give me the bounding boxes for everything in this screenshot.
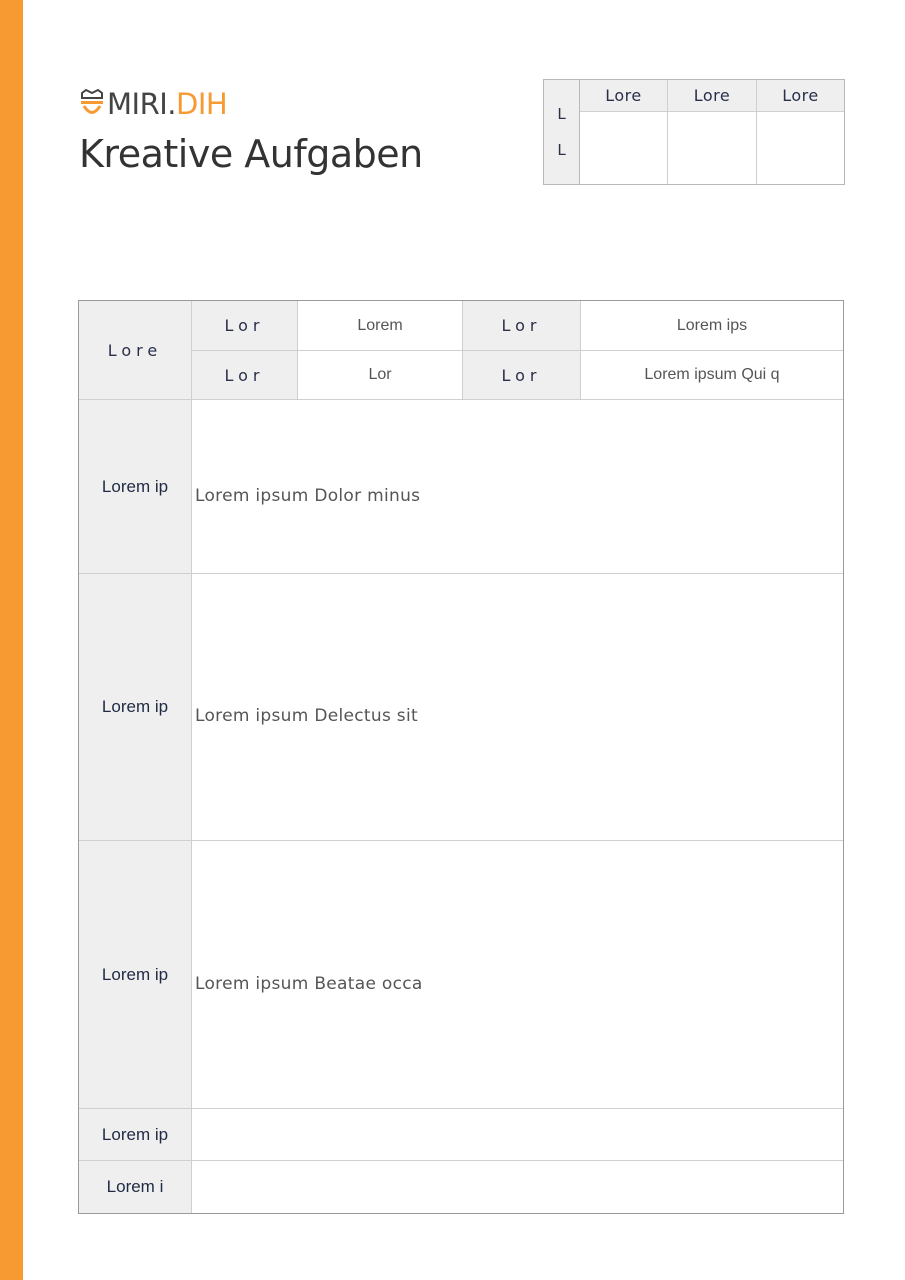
row-content[interactable] xyxy=(192,1161,843,1213)
info-value[interactable]: Lorem xyxy=(298,301,463,351)
mini-table-cell[interactable] xyxy=(580,112,668,184)
info-label: Lor xyxy=(463,351,581,400)
info-value[interactable]: Lorem ips xyxy=(581,301,843,351)
side-accent-bar xyxy=(0,0,23,1280)
header-mini-table xyxy=(543,79,845,185)
row-label: Lorem ip xyxy=(79,1109,192,1161)
info-group-label: Lore xyxy=(79,301,192,400)
row-label: Lorem ip xyxy=(79,400,192,574)
mini-table-cell[interactable] xyxy=(668,112,757,184)
mini-table-row-labels xyxy=(544,80,580,184)
row-content[interactable]: Lorem ipsum Beatae occa xyxy=(192,841,843,1109)
mini-table-header: Lore xyxy=(668,80,757,112)
mini-table-header: Lore xyxy=(757,80,844,112)
mini-table-header: Lore xyxy=(580,80,668,112)
row-label: Lorem ip xyxy=(79,574,192,841)
row-label: Lorem i xyxy=(79,1161,192,1213)
brand-wordmark xyxy=(107,88,227,120)
mini-table-row-label: L xyxy=(557,105,566,123)
mini-table-cell[interactable] xyxy=(757,112,844,184)
mini-table-row-label: L xyxy=(557,141,566,159)
info-label: Lor xyxy=(192,301,298,351)
brand-wordmark-part2: DIH xyxy=(176,87,228,121)
info-value[interactable]: Lorem ipsum Qui q xyxy=(581,351,843,400)
brand-logo xyxy=(79,88,227,120)
info-value[interactable]: Lor xyxy=(298,351,463,400)
info-label: Lor xyxy=(463,301,581,351)
brand-wordmark-part1: MIRI. xyxy=(107,87,176,121)
row-content[interactable]: Lorem ipsum Dolor minus xyxy=(192,400,843,574)
row-label: Lorem ip xyxy=(79,841,192,1109)
page-title: Kreative Aufgaben xyxy=(79,132,423,176)
row-content[interactable]: Lorem ipsum Delectus sit xyxy=(192,574,843,841)
row-content[interactable] xyxy=(192,1109,843,1161)
info-label: Lor xyxy=(192,351,298,400)
main-form-table xyxy=(78,300,844,1214)
helmet-face-icon xyxy=(79,89,105,119)
